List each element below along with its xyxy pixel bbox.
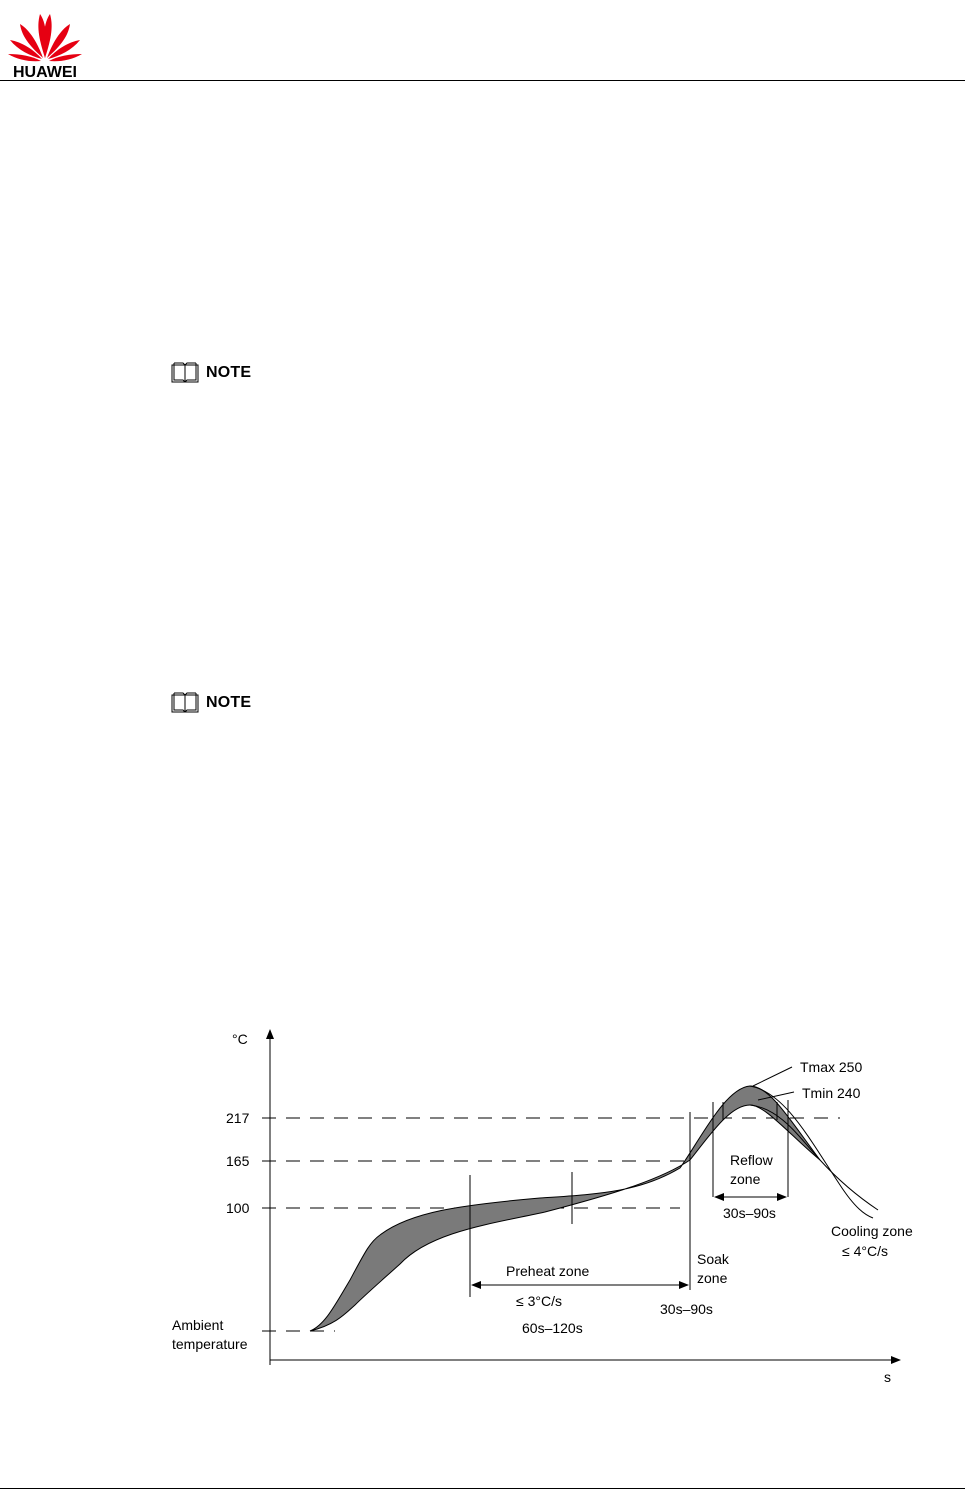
y-axis-label: °C (232, 1031, 248, 1047)
note-label: NOTE (206, 364, 252, 381)
soak-label-line2: zone (697, 1270, 728, 1286)
preheat-label: Preheat zone (506, 1263, 590, 1279)
book-icon (170, 362, 200, 384)
tmax-label: Tmax 250 (800, 1059, 863, 1075)
reflow-label-line2: zone (730, 1171, 761, 1187)
page-header (0, 0, 965, 82)
book-icon (170, 692, 200, 714)
tmin-label: Tmin 240 (802, 1085, 861, 1101)
note-2 (170, 692, 251, 714)
huawei-petals-icon (8, 14, 82, 61)
header-divider (0, 80, 965, 81)
preheat-time: 60s–120s (522, 1320, 583, 1336)
cooling-label-line1: Cooling zone (831, 1223, 913, 1239)
soak-time: 30s–90s (660, 1301, 713, 1317)
tmax-leader (753, 1067, 792, 1086)
reflow-time: 30s–90s (723, 1205, 776, 1221)
x-axis-label: s (884, 1369, 891, 1385)
footer-divider (0, 1488, 965, 1489)
cooling-label-line2: ≤ 4°C/s (842, 1243, 888, 1259)
ambient-label-line2: temperature (172, 1336, 248, 1352)
note-label: NOTE (206, 694, 252, 711)
soak-label-line1: Soak (697, 1251, 729, 1267)
ambient-label-line1: Ambient (172, 1317, 224, 1333)
reflow-profile-diagram (160, 1020, 920, 1390)
preheat-rate: ≤ 3°C/s (516, 1293, 562, 1309)
reflow-label-line1: Reflow (730, 1152, 773, 1168)
logo-text: HUAWEI (13, 64, 77, 80)
note-1 (170, 362, 251, 384)
y-tick-217: 217 (226, 1110, 250, 1126)
y-tick-165: 165 (226, 1153, 250, 1169)
y-tick-100: 100 (226, 1200, 250, 1216)
huawei-logo (0, 0, 90, 80)
